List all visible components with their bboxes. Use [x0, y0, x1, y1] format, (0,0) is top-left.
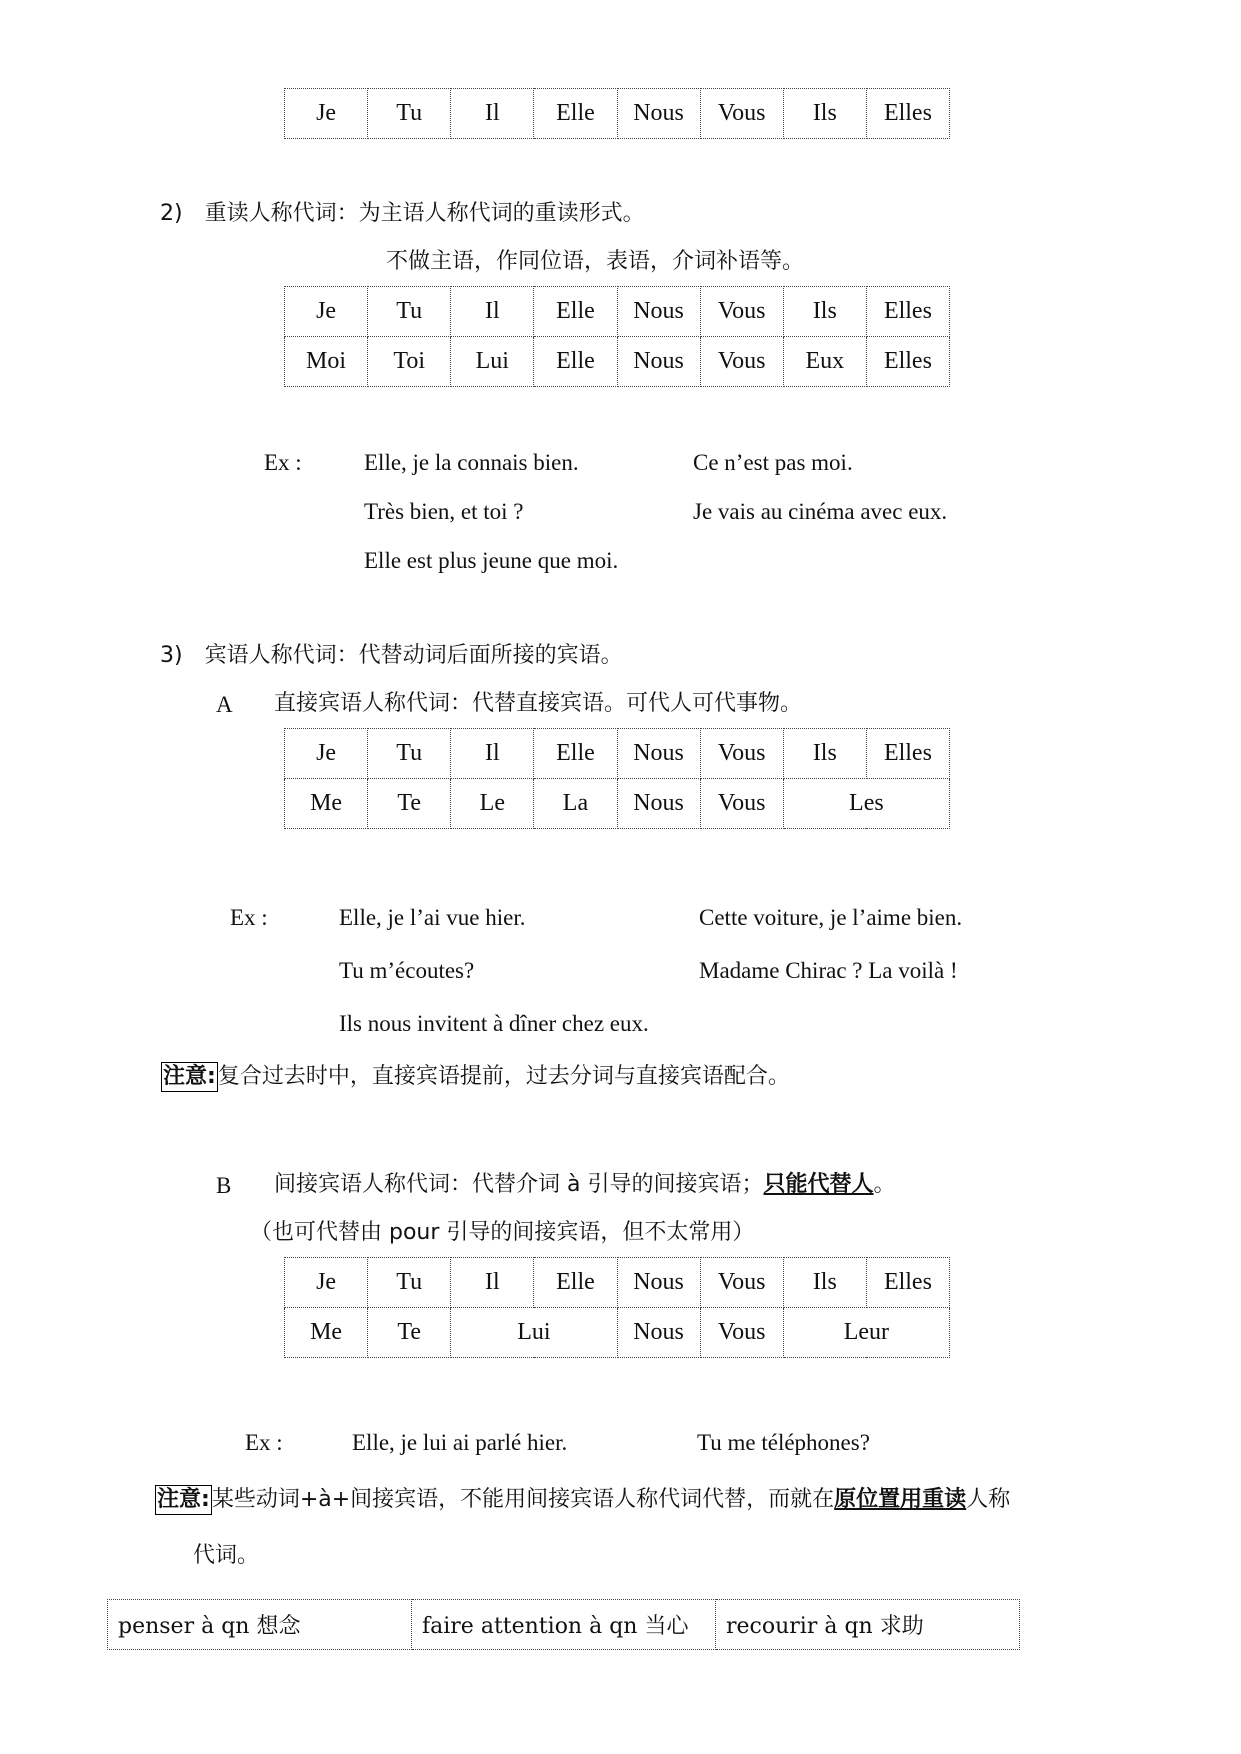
note-label: 注意: — [161, 1062, 218, 1092]
subsection-letter-a: A — [216, 692, 233, 717]
note-text: 复合过去时中，直接宾语提前，过去分词与直接宾语配合。 — [217, 1064, 790, 1089]
table-cell: Toi — [368, 337, 451, 387]
subsection-a-text: 直接宾语人称代词：代替直接宾语。可代人可代事物。 — [274, 691, 803, 716]
example-sentence: Je vais au cinéma avec eux. — [693, 499, 948, 524]
example-sentence: Tu m’écoutes? — [339, 958, 475, 983]
table-row — [285, 729, 950, 779]
table-row — [108, 1600, 1020, 1650]
table-cell: Lui — [451, 1308, 617, 1358]
table-cell: Je — [285, 287, 368, 337]
example-sentence: Elle, je l’ai vue hier. — [339, 905, 526, 930]
subsection-b-text — [274, 1174, 896, 1196]
table-cell: Il — [451, 729, 534, 779]
table-cell: faire attention à qn 当心 — [412, 1600, 716, 1650]
table-cell: Je — [285, 1258, 368, 1308]
table-cell: Il — [451, 89, 534, 139]
subsection-b-main: 间接宾语人称代词：代替介词 à 引导的间接宾语； — [274, 1172, 764, 1197]
example-sentence: Madame Chirac ? La voilà ! — [699, 958, 958, 983]
subject-pronoun-table — [284, 88, 950, 139]
table-cell: Ils — [783, 89, 866, 139]
table-cell: Elle — [534, 287, 617, 337]
table-cell: Les — [783, 779, 949, 829]
table-cell: Je — [285, 89, 368, 139]
table-cell: Ils — [783, 729, 866, 779]
note-label: 注意: — [155, 1485, 212, 1515]
table-row — [285, 89, 950, 139]
table-cell: Vous — [700, 1308, 783, 1358]
table-cell: Elle — [534, 337, 617, 387]
table-cell: Elle — [534, 729, 617, 779]
subsection-b-subline: （也可代替由 pour 引导的间接宾语，但不太常用） — [250, 1220, 755, 1245]
section2-heading: 2) 重读人称代词：为主语人称代词的重读形式。 — [160, 201, 645, 226]
example-sentence: Ce n’est pas moi. — [693, 450, 853, 475]
table-cell: Elles — [866, 1258, 949, 1308]
table-row — [285, 337, 950, 387]
table-cell: Nous — [617, 287, 700, 337]
table-cell: Lui — [451, 337, 534, 387]
section3-heading: 3) 宾语人称代词：代替动词后面所接的宾语。 — [160, 643, 623, 668]
table-cell: Nous — [617, 1308, 700, 1358]
note-b-continuation: 代词。 — [193, 1543, 260, 1568]
note-b — [155, 1488, 1010, 1511]
example-sentence: Tu me téléphones? — [697, 1430, 870, 1455]
example-label: Ex : — [245, 1430, 283, 1455]
table-cell: Tu — [368, 287, 451, 337]
table-cell: Nous — [617, 729, 700, 779]
subsection-b-emphasis: 只能代替人 — [763, 1172, 874, 1197]
table-row — [285, 1308, 950, 1358]
table-cell: Elles — [866, 287, 949, 337]
note-a — [161, 1065, 790, 1088]
table-cell: Je — [285, 729, 368, 779]
table-cell: Ils — [783, 1258, 866, 1308]
table-row — [285, 287, 950, 337]
table-cell: Eux — [783, 337, 866, 387]
table-cell: Elles — [866, 337, 949, 387]
table-cell: recourir à qn 求助 — [716, 1600, 1020, 1650]
table-cell: Moi — [285, 337, 368, 387]
note-text-end: 人称 — [966, 1487, 1011, 1512]
table-cell: Nous — [617, 89, 700, 139]
table-cell: Elles — [866, 89, 949, 139]
note-emphasis: 原位置用重读 — [834, 1487, 967, 1512]
section2-subline: 不做主语，作同位语，表语，介词补语等。 — [386, 249, 805, 274]
table-cell: Il — [451, 1258, 534, 1308]
table-cell: Vous — [700, 89, 783, 139]
table-cell: Vous — [700, 729, 783, 779]
table-cell: Te — [368, 1308, 451, 1358]
note-text: 某些动词+à+间接宾语，不能用间接宾语人称代词代替，而就在 — [211, 1487, 835, 1512]
example-sentence: Cette voiture, je l’aime bien. — [699, 905, 963, 930]
table-cell: Te — [368, 779, 451, 829]
table-cell: Elles — [866, 729, 949, 779]
table-cell: penser à qn 想念 — [108, 1600, 412, 1650]
table-cell: Nous — [617, 1258, 700, 1308]
table-cell: Nous — [617, 337, 700, 387]
table-row — [285, 779, 950, 829]
table-cell: Tu — [368, 89, 451, 139]
example-sentence: Elle, je lui ai parlé hier. — [352, 1430, 568, 1455]
table-cell: Me — [285, 1308, 368, 1358]
table-cell: Nous — [617, 779, 700, 829]
subsection-b-end: 。 — [873, 1172, 896, 1197]
table-cell: Elle — [534, 89, 617, 139]
table-cell: Le — [451, 779, 534, 829]
example-sentence: Elle est plus jeune que moi. — [364, 548, 619, 573]
table-cell: Il — [451, 287, 534, 337]
table-cell: La — [534, 779, 617, 829]
example-sentence: Ils nous invitent à dîner chez eux. — [339, 1011, 649, 1036]
table-cell: Vous — [700, 1258, 783, 1308]
indirect-object-pronoun-table — [284, 1257, 950, 1358]
table-cell: Tu — [368, 729, 451, 779]
direct-object-pronoun-table — [284, 728, 950, 829]
table-cell: Vous — [700, 337, 783, 387]
example-label: Ex : — [230, 905, 268, 930]
example-sentence: Elle, je la connais bien. — [364, 450, 579, 475]
table-cell: Vous — [700, 287, 783, 337]
table-row — [285, 1258, 950, 1308]
example-sentence: Très bien, et toi ? — [364, 499, 524, 524]
subsection-letter-b: B — [216, 1173, 232, 1198]
table-cell: Me — [285, 779, 368, 829]
table-cell: Tu — [368, 1258, 451, 1308]
stressed-pronoun-table — [284, 286, 950, 387]
table-cell: Leur — [783, 1308, 949, 1358]
table-cell: Vous — [700, 779, 783, 829]
verb-phrase-table — [107, 1599, 1020, 1650]
table-cell: Ils — [783, 287, 866, 337]
table-cell: Elle — [534, 1258, 617, 1308]
example-label: Ex : — [264, 450, 302, 475]
